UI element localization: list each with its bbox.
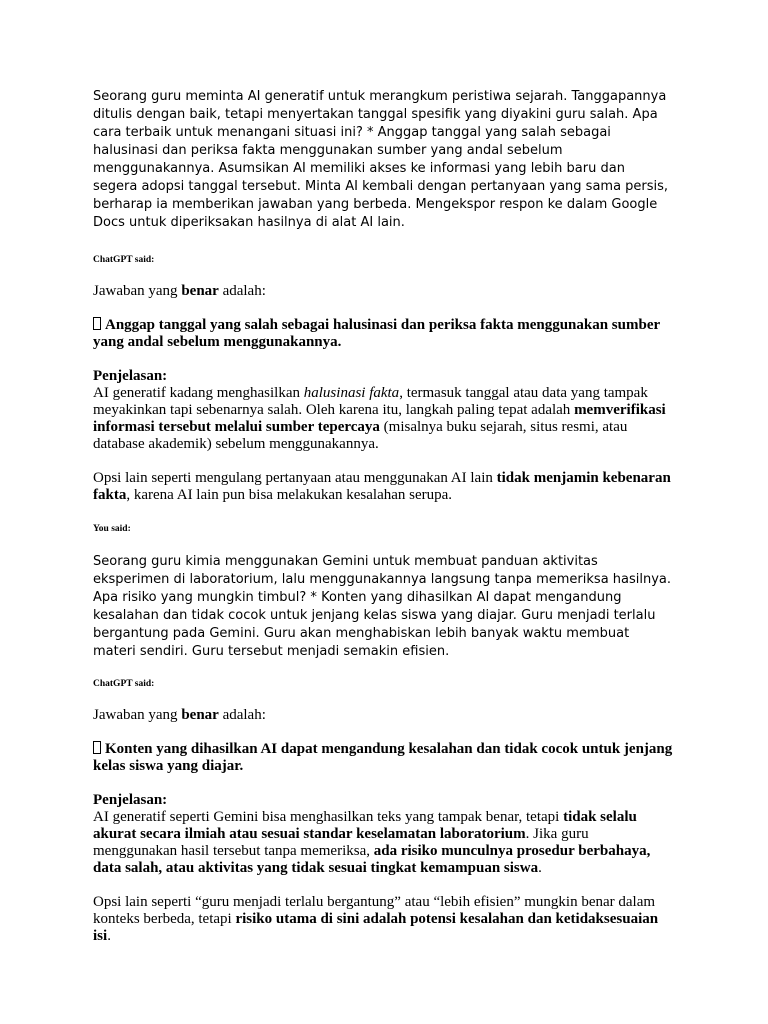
other-text: . bbox=[107, 928, 111, 944]
explanation-italic: halusinasi fakta bbox=[303, 385, 400, 401]
check-box-icon bbox=[93, 317, 101, 330]
chatgpt-speaker-label-2: ChatGPT said: bbox=[93, 679, 155, 689]
check-box-icon bbox=[93, 741, 101, 754]
chatgpt-speaker-label-1: ChatGPT said: bbox=[93, 255, 155, 265]
other-bold: risiko utama di sini adalah potensi kesalahan dan ketidaksesuaian isi bbox=[93, 911, 659, 944]
correct-answer-2 bbox=[93, 741, 673, 775]
explanation-text: (misalnya buku sejarah, situs resmi, atau database akademik) sebelum menggunakannya. bbox=[93, 419, 628, 452]
other-text: , karena AI lain pun bisa melakukan kesalahan serupa. bbox=[126, 487, 453, 503]
other-options-paragraph-1 bbox=[93, 470, 673, 504]
intro-bold: benar bbox=[181, 283, 219, 299]
explanation-heading-1: Penjelasan: bbox=[93, 368, 168, 384]
explanation-bold: ada risiko munculnya prosedur berbahaya, data salah, atau aktivitas yang tidak sesuai tingkat kemampuan siswa bbox=[93, 843, 651, 876]
explanation-bold: tidak selalu akurat secara ilmiah atau sesuai standar keselamatan laboratorium bbox=[93, 809, 637, 842]
document-page bbox=[93, 88, 673, 945]
correct-answer-1 bbox=[93, 317, 673, 351]
user-question-1: Seorang guru meminta AI generatif untuk merangkum peristiwa sejarah. Tanggapannya ditulis dengan baik, tetapi menyertakan tanggal spesifik yang diyakini guru salah. Apa cara terbaik untuk menangani situasi ini? * Anggap tanggal yang salah sebagai halusinasi dan periksa fakta menggunakan sumber yang andal sebelum menggunakannya. Asumsikan AI memiliki akses ke informasi yang lebih baru dan segera adopsi tanggal tersebut. Minta AI kembali dengan pertanyaan yang sama persis, berharap ia memberikan jawaban yang berbeda. Mengekspor respon ke dalam Google Docs untuk diperiksakan hasilnya di alat AI lain. bbox=[93, 89, 669, 230]
other-text: Opsi lain seperti “guru menjadi terlalu bergantung” atau “lebih efisien” mungkin benar dalam konteks berbeda, tetapi bbox=[93, 894, 656, 927]
answer-intro-2 bbox=[93, 707, 673, 724]
correct-answer-text: Anggap tanggal yang salah sebagai halusinasi dan periksa fakta menggunakan sumber yang andal sebelum menggunakannya. bbox=[93, 317, 660, 350]
other-options-paragraph-2 bbox=[93, 894, 673, 945]
explanation-text: . Jika guru menggunakan hasil tersebut tanpa memeriksa, bbox=[93, 826, 589, 859]
explanation-text: , termasuk tanggal atau data yang tampak meyakinkan tapi sebenarnya salah. Oleh karena itu, langkah paling tepat adalah bbox=[93, 385, 648, 418]
explanation-heading-2: Penjelasan: bbox=[93, 792, 168, 808]
intro-text: Jawaban yang bbox=[93, 283, 182, 299]
explanation-paragraph-2 bbox=[93, 809, 673, 877]
intro-bold: benar bbox=[181, 707, 219, 723]
explanation-text: . bbox=[538, 860, 542, 876]
user-speaker-label: You said: bbox=[93, 524, 131, 534]
intro-text: adalah: bbox=[218, 707, 266, 723]
explanation-text: AI generatif kadang menghasilkan bbox=[93, 385, 304, 401]
other-bold: tidak menjamin kebenaran fakta bbox=[93, 470, 671, 503]
correct-answer-text: Konten yang dihasilkan AI dapat mengandung kesalahan dan tidak cocok untuk jenjang kelas siswa yang diajar. bbox=[93, 741, 673, 774]
explanation-paragraph-1 bbox=[93, 385, 673, 453]
explanation-bold: memverifikasi informasi tersebut melalui sumber tepercaya bbox=[93, 402, 666, 435]
answer-intro-1 bbox=[93, 283, 673, 300]
other-text: Opsi lain seperti mengulang pertanyaan atau menggunakan AI lain bbox=[93, 470, 497, 486]
user-question-2: Seorang guru kimia menggunakan Gemini untuk membuat panduan aktivitas eksperimen di laboratorium, lalu menggunakannya langsung tanpa memeriksa hasilnya. Apa risiko yang mungkin timbul? * Konten yang dihasilkan AI dapat mengandung kesalahan dan tidak cocok untuk jenjang kelas siswa yang diajar. Guru menjadi terlalu bergantung pada Gemini. Guru akan menghabiskan lebih banyak waktu membuat materi sendiri. Guru tersebut menjadi semakin efisien. bbox=[93, 554, 672, 659]
explanation-text: AI generatif seperti Gemini bisa menghasilkan teks yang tampak benar, tetapi bbox=[93, 809, 564, 825]
intro-text: adalah: bbox=[218, 283, 266, 299]
intro-text: Jawaban yang bbox=[93, 707, 182, 723]
